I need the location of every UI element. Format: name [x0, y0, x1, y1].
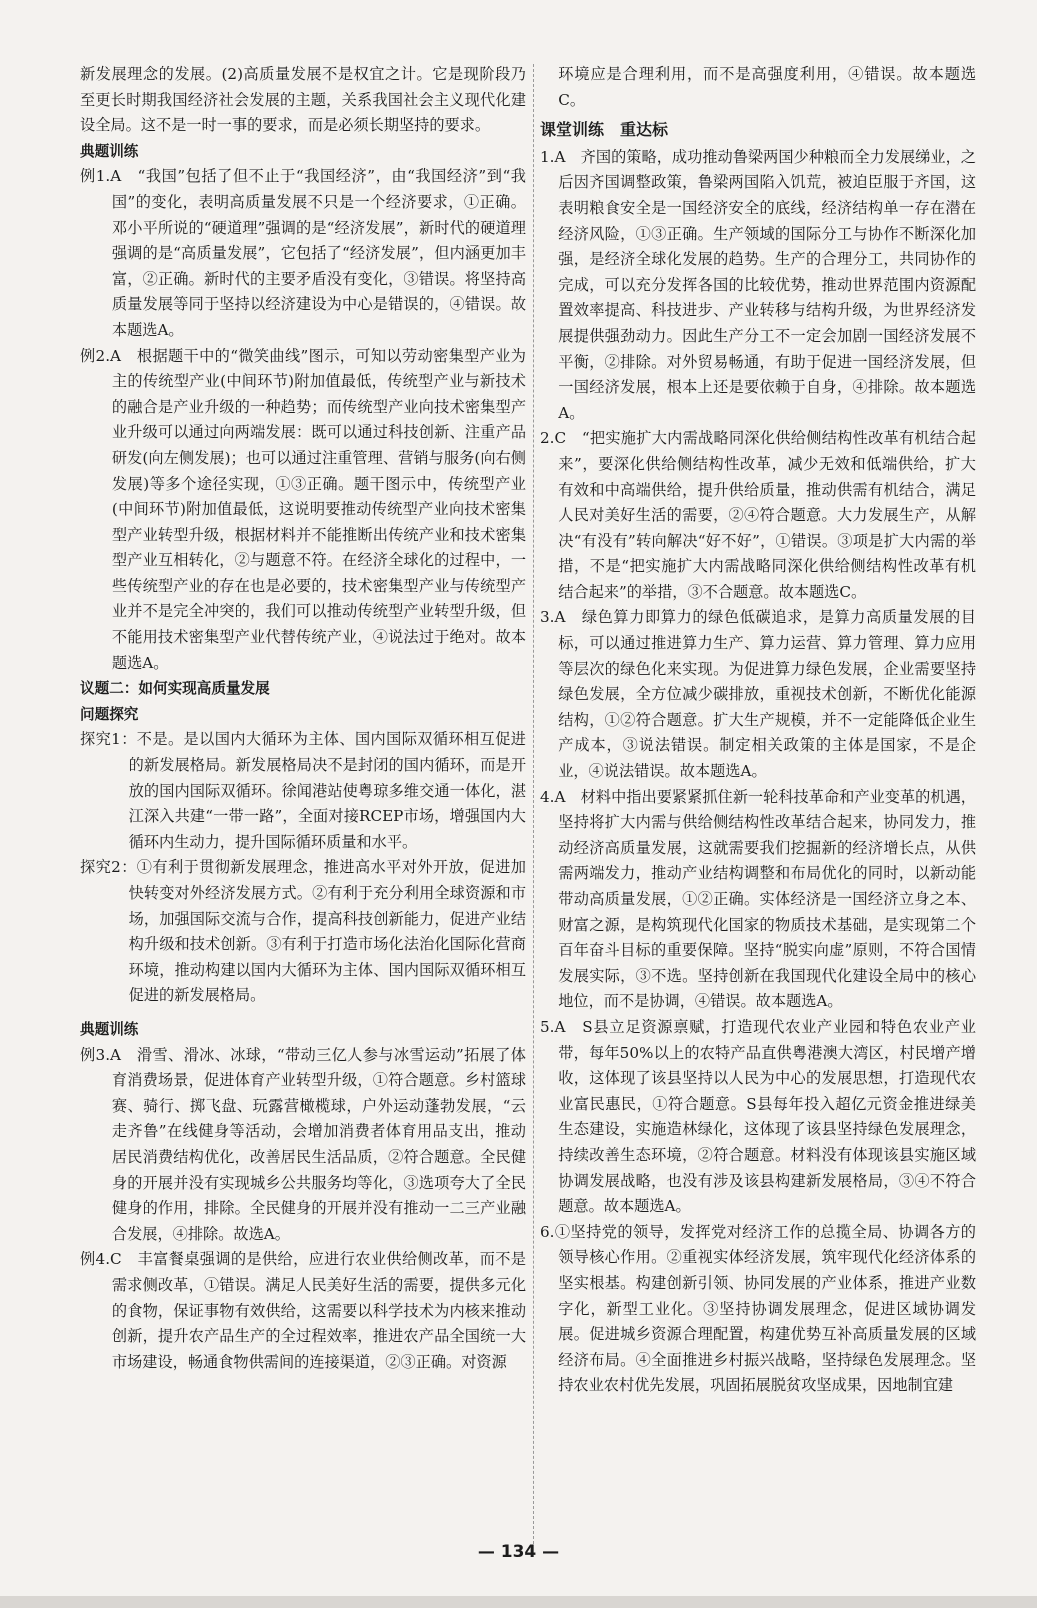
page-number: — 134 — — [477, 1542, 560, 1562]
left-column — [80, 62, 526, 1375]
example-3: 例3.A 滑雪、滑冰、冰球，“带动三亿人参与冰雪运动”拓展了体育消费场景，促进体育产业转型升级，①符合题意。乡村篮球赛、骑行、掷飞盘、玩露营橄榄球，户外运动蓬勃发展，“云走齐鲁”在线健身等活动，会增加消费者体育用品支出，推动居民消费结构优化，改善居民生活品质，②符合题意。全民健身的开展并没有实现城乡公共服务均等化，③选项夸大了全民健身的作用，排除。全民健身的开展并没有推动一二三产业融合发展，④排除。故选A。 — [80, 1045, 526, 1243]
example-2: 例2.A 根据题干中的“微笑曲线”图示，可知以劳动密集型产业为主的传统型产业(中间环节)附加值最低，传统型产业与新技术的融合是产业升级的一种趋势；而传统型产业向技术密集型产业升级可以通过向两端发展：既可以通过科技创新、注重产品研发(向左侧发展)；也可以通过注重管理、营销与服务(向右侧发展)等多个途径实现，①③正确。题干图示中，传统型产业(中间环节)附加值最低，这说明要推动传统型产业向技术密集型产业转型升级，根据材料并不能推断出传统产业和技术密集型产业互相转化，②与题意不符。在经济全球化的过程中，一些传统型产业的存在也是必要的，技术密集型产业与传统型产业并不是完全冲突的，我们可以推动传统型产业转型升级，但不能用技术密集型产业代替传统产业，④说法过于绝对。故本题选A。 — [80, 346, 526, 672]
section-heading: 典题训练 — [80, 1020, 139, 1038]
question-5: 5.A S县立足资源禀赋，打造现代农业产业园和特色农业产业带，每年50%以上的农特产品直供粤港澳大湾区，村民增产增收，这体现了该县坚持以人民为中心的发展思想，打造现代农业富民惠民，①符合题意。S县每年投入超亿元资金推进绿美生态建设，实施造林绿化，这体现了该县坚持绿色发展理念，持续改善生态环境，②符合题意。材料没有体现该县实施区域协调发展战略，也没有涉及该县构建新发展格局，③④不符合题意。故本题选A。 — [540, 1017, 976, 1216]
explore-2: 探究2：①有利于贯彻新发展理念，推进高水平对外开放，促进加快转变对外经济发展方式。②有利于充分利用全球资源和市场，加强国际交流与合作，提高科技创新能力，促进产业结构升级和技术创新。③有利于打造市场化法治化国际化营商环境，推动构建以国内大循环为主体、国内国际双循环相互促进的新发展格局。 — [80, 858, 526, 1005]
section-heading: 问题探究 — [80, 705, 139, 723]
class-training-heading: 课堂训练 重达标 — [540, 120, 669, 140]
intro-paragraph: 新发展理念的发展。(2)高质量发展不是权宜之计。它是现阶段乃至更长时期我国经济社会发展的主题，关系我国社会主义现代化建设全局。这不是一时一事的要求，而是必须长期坚持的要求。 — [80, 65, 526, 135]
continued-text: 环境应是合理利用，而不是高强度利用，④错误。故本题选C。 — [558, 65, 976, 109]
example-1: 例1.A “我国”包括了但不止于“我国经济”，由“我国经济”到“我国”的变化，表明高质量发展不只是一个经济要求，①正确。邓小平所说的“硬道理”强调的是“经济发展”，新时代的硬道理强调的是“高质量发展”，它包括了“经济发展”，但内涵更加丰富，②正确。新时代的主要矛盾没有变化，③错误。将坚持高质量发展等同于坚持以经济建设为中心是错误的，④错误。故本题选A。 — [80, 167, 526, 339]
question-3: 3.A 绿色算力即算力的绿色低碳追求，是算力高质量发展的目标，可以通过推进算力生产、算力运营、算力管理、算力应用等层次的绿色化来实现。为促进算力绿色发展，企业需要坚持绿色发展，全方位减少碳排放，重视技术创新，不断优化能源结构，①②符合题意。扩大生产规模，并不一定能降低企业生产成本，③说法错误。制定相关政策的主体是国家，不是企业，④说法错误。故本题选A。 — [540, 608, 976, 781]
topic-heading: 议题二：如何实现高质量发展 — [80, 680, 270, 698]
bottom-edge — [0, 1596, 1037, 1608]
question-1: 1.A 齐国的策略，成功推动鲁梁两国少种粮而全力发展绨业，之后因齐国调整政策，鲁梁两国陷入饥荒，被迫臣服于齐国，这表明粮食安全是一国经济安全的底线，经济结构单一存在潜在经济风险，①③正确。生产领域的国际分工与协作不断深化加强，是经济全球化发展的趋势。生产的合理分工，共同协作的完成，可以充分发挥各国的比较优势，推动世界范围内资源配置效率提高、科技进步、产业转移与结构升级，为世界经济发展提供强劲动力。因此生产分工不一定会加剧一国经济发展不平衡，②排除。对外贸易畅通，有助于促进一国经济发展，但一国经济发展，根本上还是要依赖于自身，④排除。故本题选A。 — [540, 147, 976, 422]
right-column — [540, 62, 976, 1399]
question-2: 2.C “把实施扩大内需战略同深化供给侧结构性改革有机结合起来”，要深化供给侧结构性改革，减少无效和低端供给，扩大有效和中高端供给，提升供给质量，推动供需有机结合，满足人民对美好生活的需要，②④符合题意。大力发展生产，从解决“有没有”转向解决“好不好”，①错误。③项是扩大内需的举措，不是“把实施扩大内需战略同深化供给侧结构性改革有机结合起来”的举措，③不合题意。故本题选C。 — [540, 429, 976, 601]
question-4: 4.A 材料中指出要紧紧抓住新一轮科技革命和产业变革的机遇，坚持将扩大内需与供给侧结构性改革结合起来，协同发力，推动经济高质量发展，这就需要我们挖掘新的经济增长点，从供需两端发力，推动产业结构调整和布局优化的同时，以新动能带动高质量发展，①②正确。实体经济是一国经济立身之本、财富之源，是构筑现代化国家的物质技术基础，是实现第二个百年奋斗目标的重要保障。坚持“脱实向虚”原则，不符合国情发展实际，③不选。坚持创新在我国现代化建设全局中的核心地位，而不是协调，④错误。故本题选A。 — [540, 787, 976, 1011]
section-heading: 典题训练 — [80, 142, 139, 160]
question-6: 6.①坚持党的领导，发挥党对经济工作的总揽全局、协调各方的领导核心作用。②重视实体经济发展，筑牢现代化经济体系的坚实根基。构建创新引领、协同发展的产业体系，推进产业数字化，新型工业化。③坚持协调发展理念，促进区域协调发展。促进城乡资源合理配置，构建优势互补高质量发展的区域经济布局。④全面推进乡村振兴战略，坚持绿色发展理念。坚持农业农村优先发展，巩固拓展脱贫攻坚成果，因地制宜建 — [540, 1222, 976, 1395]
example-4: 例4.C 丰富餐桌强调的是供给，应进行农业供给侧改革，而不是需求侧改革，①错误。满足人民美好生活的需要，提供多元化的食物，保证事物有效供给，这需要以科学技术为内核来推动创新，提升农产品生产的全过程效率，推进农产品全国统一大市场建设，畅通食物供需间的连接渠道，②③正确。对资源 — [80, 1250, 526, 1371]
column-divider — [533, 64, 534, 1544]
explore-1: 探究1：不是。是以国内大循环为主体、国内国际双循环相互促进的新发展格局。新发展格局决不是封闭的国内循环，而是开放的国内国际双循环。徐闻港站使粤琼多维交通一体化，湛江深入共建“一带一路”，全面对接RCEP市场，增强国内大循环内生动力，提升国际循环质量和水平。 — [80, 730, 526, 851]
